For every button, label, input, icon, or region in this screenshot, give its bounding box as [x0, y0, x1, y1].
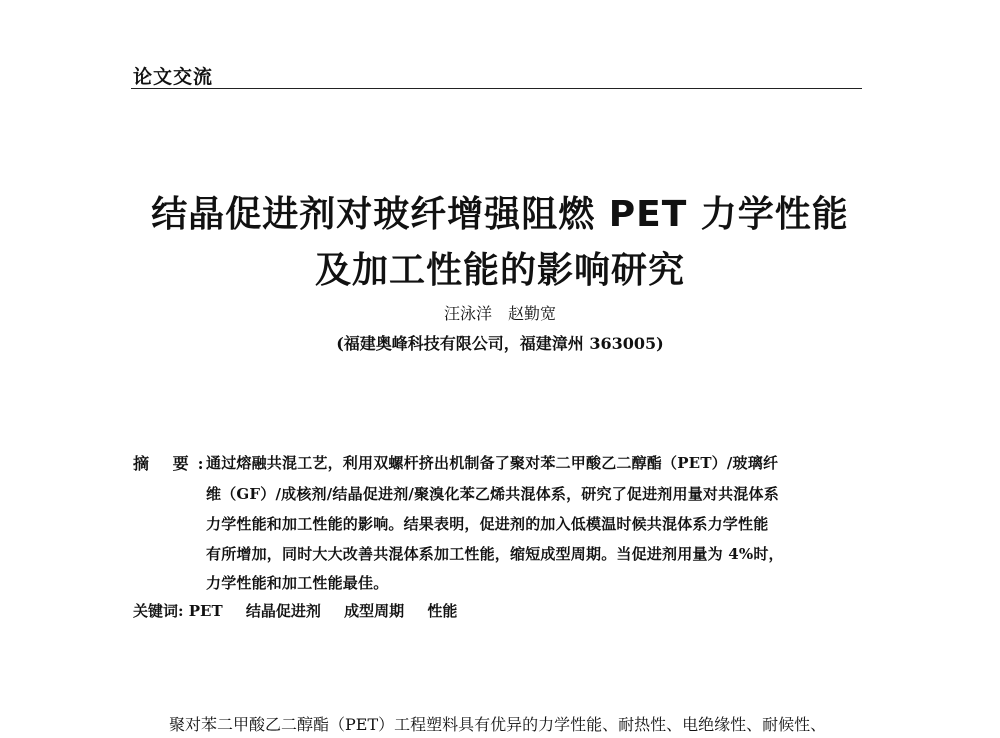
keyword-item: PET — [188, 602, 223, 620]
authors: 汪泳洋 赵勤宽 — [443, 304, 556, 323]
abstract-line: 有所增加，同时大大改善共混体系加工性能，缩短成型周期。当促进剂用量为 4%时， — [206, 545, 784, 563]
abstract-line: 通过熔融共混工艺，利用双螺杆挤出机制备了聚对苯二甲酸乙二醇酯（PET）/玻璃纤 — [206, 454, 779, 472]
affiliation: (福建奥峰科技有限公司，福建漳州 363005) — [336, 334, 664, 353]
keywords — [133, 600, 475, 621]
abstract-line: 维（GF）/成核剂/结晶促进剂/聚溴化苯乙烯共混体系，研究了促进剂用量对共混体系 — [206, 485, 779, 503]
abstract-line: 力学性能和加工性能最佳。 — [206, 574, 389, 592]
body-text-line: 聚对苯二甲酸乙二醇酯（PET）工程塑料具有优异的力学性能、耐热性、电绝缘性、耐候性、 — [169, 715, 827, 734]
abstract-line: 力学性能和加工性能的影响。结果表明，促进剂的加入低模温时候共混体系力学性能 — [206, 515, 769, 533]
paper-title-line-1: 结晶促进剂对玻纤增强阻燃 PET 力学性能 — [151, 194, 849, 235]
paper-title-line-2: 及加工性能的影响研究 — [314, 250, 685, 291]
section-label: 论文交流 — [133, 66, 214, 88]
keyword-item: 性能 — [427, 602, 458, 620]
header-rule — [131, 88, 862, 89]
abstract-label: 摘 要: — [133, 454, 213, 473]
keyword-item: 结晶促进剂 — [245, 602, 321, 620]
keywords-label: 关键词: — [133, 602, 184, 620]
keyword-item: 成型周期 — [344, 602, 405, 620]
